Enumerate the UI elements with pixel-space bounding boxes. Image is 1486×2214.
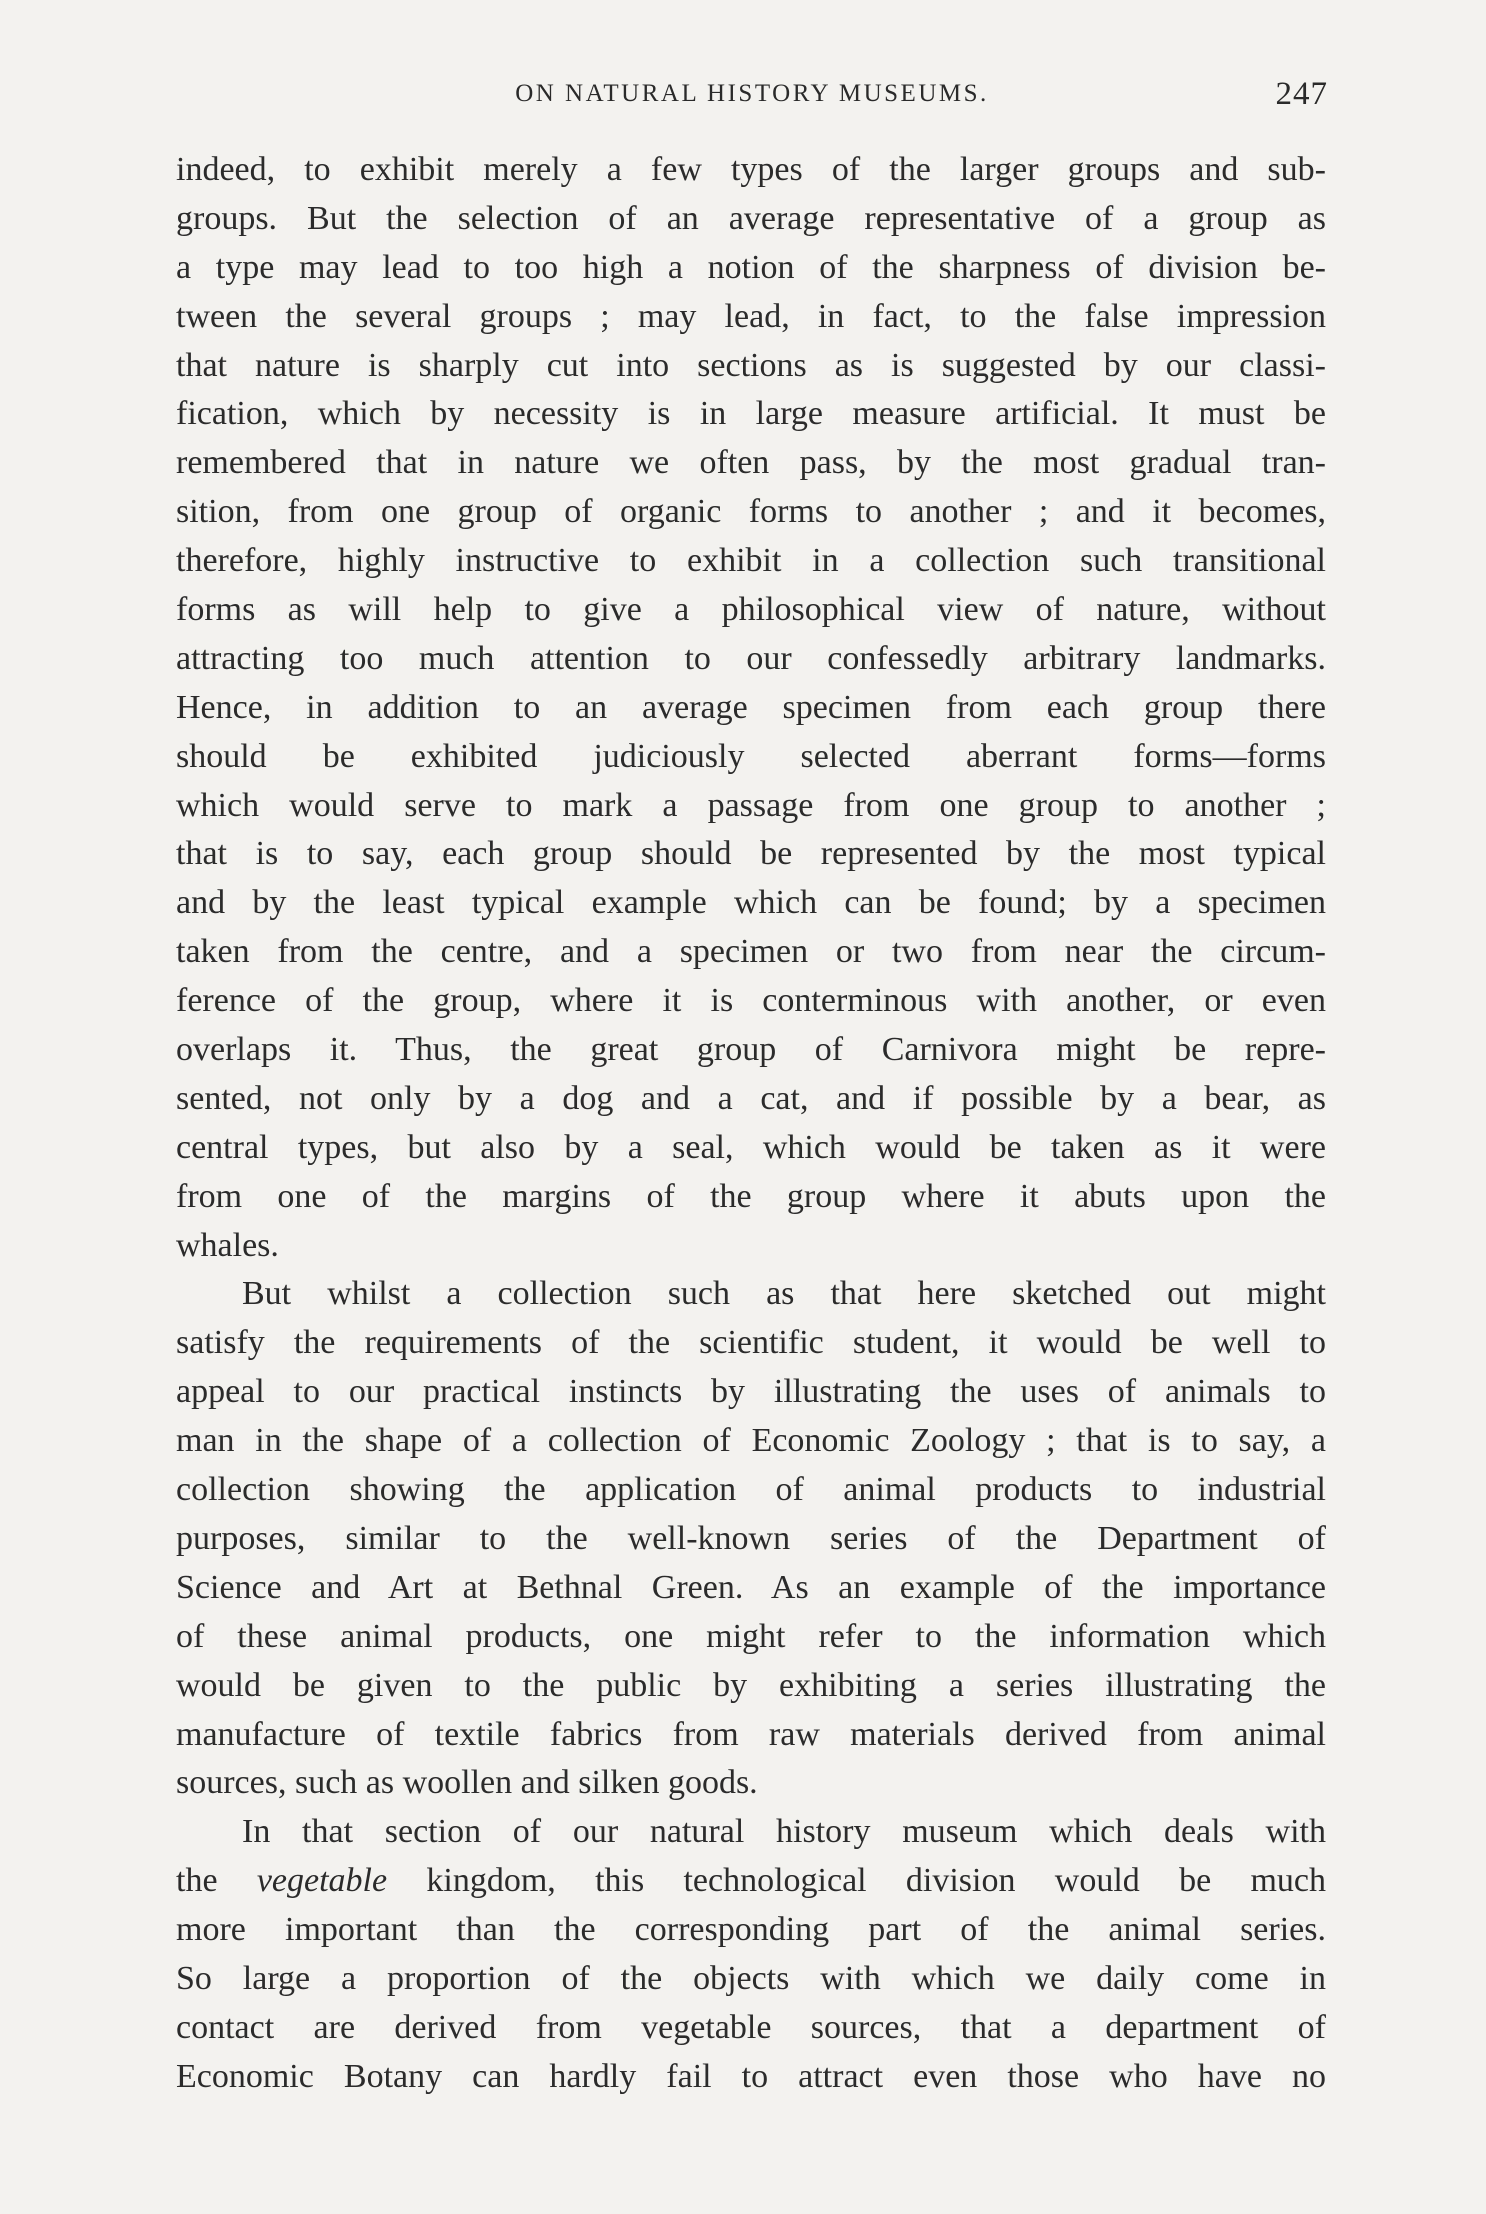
text-line: that nature is sharply cut into sections as is suggested by our classi- <box>176 346 1326 384</box>
text-line: sition, from one group of organic forms to another ; and it becomes, <box>176 493 1326 531</box>
text-line: and by the least typical example which can be found; by a specimen <box>176 884 1326 922</box>
text-fragment: the <box>176 1862 257 1900</box>
text-fragment: kingdom, this technological division would be much <box>387 1862 1326 1900</box>
text-line: indeed, to exhibit merely a few types of the larger groups and sub- <box>176 151 1326 188</box>
text-line: more important than the corresponding part of the animal series. <box>176 1911 1326 1949</box>
text-line: central types, but also by a seal, which would be taken as it were <box>176 1128 1326 1166</box>
text-line: would be given to the public by exhibiting a series illustrating the <box>176 1666 1326 1704</box>
text-line: manufacture of textile fabrics from raw materials derived from animal <box>176 1715 1326 1753</box>
text-line: from one of the margins of the group where it abuts upon the <box>176 1177 1326 1215</box>
text-line: Economic Botany can hardly fail to attract even those who have no <box>176 2057 1326 2095</box>
text-line: appeal to our practical instincts by illustrating the uses of animals to <box>176 1373 1326 1411</box>
text-line: sources, such as woollen and silken goods. <box>176 1764 758 1802</box>
text-line <box>176 1857 1326 1906</box>
running-title: ON NATURAL HISTORY MUSEUMS. <box>515 80 989 107</box>
text-line: contact are derived from vegetable sources, that a department of <box>176 2008 1326 2046</box>
text-line: satisfy the requirements of the scientific student, it would be well to <box>176 1324 1326 1362</box>
text-line: Science and Art at Bethnal Green. As an example of the importance <box>176 1568 1326 1606</box>
text-line: attracting too much attention to our confessedly arbitrary landmarks. <box>176 639 1326 677</box>
text-line: groups. But the selection of an average representative of a group as <box>176 199 1326 237</box>
text-line: should be exhibited judiciously selected aberrant forms—forms <box>176 737 1326 775</box>
text-line: man in the shape of a collection of Economic Zoology ; that is to say, a <box>176 1422 1326 1460</box>
text-line: collection showing the application of animal products to industrial <box>176 1471 1326 1509</box>
text-line: ference of the group, where it is conterminous with another, or even <box>176 982 1326 1020</box>
text-line: sented, not only by a dog and a cat, and if possible by a bear, as <box>176 1079 1326 1117</box>
text-line: of these animal products, one might refer to the information which <box>176 1617 1326 1655</box>
text-line: whales. <box>176 1226 279 1264</box>
text-line: which would serve to mark a passage from one group to another ; <box>176 786 1326 824</box>
text-line: fication, which by necessity is in large measure artificial. It must be <box>176 395 1326 433</box>
italic-word: vegetable <box>256 1862 388 1900</box>
body-text <box>176 146 1326 2102</box>
text-line: tween the several groups ; may lead, in fact, to the false impression <box>176 297 1326 335</box>
running-head <box>176 76 1328 116</box>
text-line: In that section of our natural history museum which deals with <box>242 1813 1326 1851</box>
text-line: purposes, similar to the well-known series of the Department of <box>176 1519 1326 1557</box>
text-line: therefore, highly instructive to exhibit in a collection such transitional <box>176 542 1326 580</box>
text-line: a type may lead to too high a notion of the sharpness of division be- <box>176 248 1326 286</box>
text-line: overlaps it. Thus, the great group of Carnivora might be repre- <box>176 1031 1326 1069</box>
text-line: Hence, in addition to an average specimen from each group there <box>176 688 1326 726</box>
text-line: remembered that in nature we often pass, by the most gradual tran- <box>176 444 1326 482</box>
page-number: 247 <box>1275 76 1328 112</box>
text-line: that is to say, each group should be represented by the most typical <box>176 835 1326 873</box>
text-line: But whilst a collection such as that here sketched out might <box>242 1275 1326 1313</box>
text-line: So large a proportion of the objects with which we daily come in <box>176 1959 1326 1997</box>
text-line: taken from the centre, and a specimen or two from near the circum- <box>176 933 1326 971</box>
text-line: forms as will help to give a philosophical view of nature, without <box>176 591 1326 629</box>
